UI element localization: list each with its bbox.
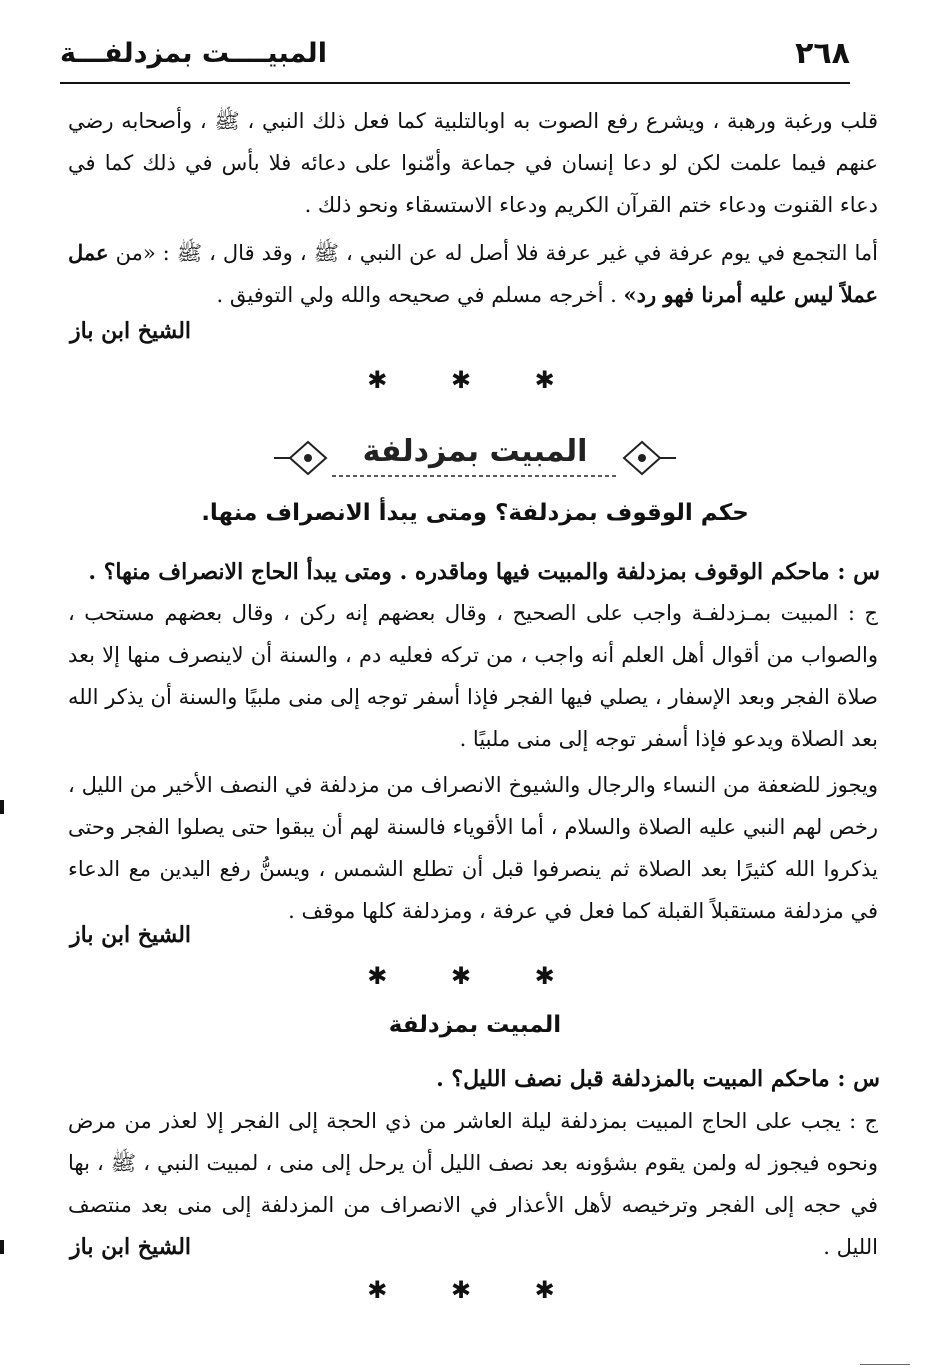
question-2: س : ماحكم المبيت بالمزدلفة قبل نصف الليل؟ . [436,1066,880,1092]
page-number: ٢٦٨ [795,36,850,71]
paragraph-2-text: أما التجمع في يوم عرفة في غير عرفة فلا أصل له عن النبي ، ﷺ ، وقد قال ، ﷺ : «من [115,241,878,265]
running-title: المبيــــت بمزدلفـــة [60,38,327,69]
answer-2: ج : يجب على الحاج المبيت بمزدلفة ليلة العاشر من ذي الحجة إلى الفجر إلا لعذر من مرض ونحوه فيجوز له ولمن يقوم بشؤونه بعد نصف الليل أن يرحل إلى منى ، لمبيت النبي ، ﷺ ، بها في حجه إلى الفجر وترخيصه لأهل الأعذار في الانصراف من المزدلفة إلى منى بعد منتصف الليل . [68,1109,878,1259]
heading-overnight: المبيت بمزدلفة [388,1012,562,1038]
separator-stars-1: ✱ ✱ ✱ [367,366,583,394]
scan-margin-mark [0,1240,4,1254]
section-title-frame [260,428,690,488]
scan-margin-mark [0,800,4,814]
separator-stars-3: ✱ ✱ ✱ [367,1276,583,1304]
answer-1-continued: ويجوز للضعفة من النساء والرجال والشيوخ الانصراف من مزدلفة في النصف الأخير من الليل ، رخص لهم النبي عليه الصلاة والسلام ، أما الأقوياء فالسنة لهم أن يبقوا حتى يصلوا الفجر وحتى يذكروا الله كثيرًا بعد الصلاة ثم ينصرفوا قبل أن تطلع الشمس ، ويسنُّ رفع اليدين مع الدعاء في مزدلفة مستقبلاً القبلة كما فعل في عرفة ، ومزدلفة كلها موقف . [68,773,878,923]
question-1: س : ماحكم الوقوف بمزدلفة والمبيت فيها وماقدره . ومتى يبدأ الحاج الانصراف منها؟ . [88,559,880,585]
answer-1: ج : المبيت بمـزدلفـة واجب على الصحيح ، وقال بعضهم إنه ركن ، وقال بعضهم مستحب ، والصواب من أقوال أهل العلم أنه واجب ، من تركه فعليه دم ، والسنة أن لاينصرف منها إلا بعد صلاة الفجر وبعد الإسفار ، يصلي فيها الفجر فإذا أسفر توجه إلى منى ملبيًا والسنة أن يذكر الله بعد الصلاة ويدعو فإذا أسفر توجه إلى منى ملبيًا . [68,601,878,751]
separator-stars-2: ✱ ✱ ✱ [367,962,583,990]
section-title: المبيت بمزدلفة [362,434,588,469]
header-rule [60,82,850,84]
paragraph-2 [68,232,878,316]
paragraph-1: قلب ورغبة ورهبة ، ويشرع رفع الصوت به اوبالتلبية كما فعل ذلك النبي ، ﷺ ، وأصحابه رضي عنهم فيما علمت لكن لو دعا إنسان في جماعة وأمّنوا على دعائه فلا بأس في ذلك كما في دعاء القنوت ودعاء ختم القرآن الكريم ودعاء الاستسقاء ونحو ذلك . [68,109,878,217]
paragraph-2-tail: . أخرجه مسلم في صحيحه والله ولي التوفيق . [216,283,617,307]
hadith-quote: عمل عملاً ليس عليه أمرنا فهو رد» [68,240,878,307]
signature-3: الشيخ ابن باز [70,1234,192,1260]
signature-1: الشيخ ابن باز [70,318,192,344]
signature-2: الشيخ ابن باز [70,922,192,948]
running-header [60,36,850,80]
heading-ruling: حكم الوقوف بمزدلفة؟ ومتى يبدأ الانصراف منها. [201,500,749,526]
footer-rule [860,1364,910,1365]
